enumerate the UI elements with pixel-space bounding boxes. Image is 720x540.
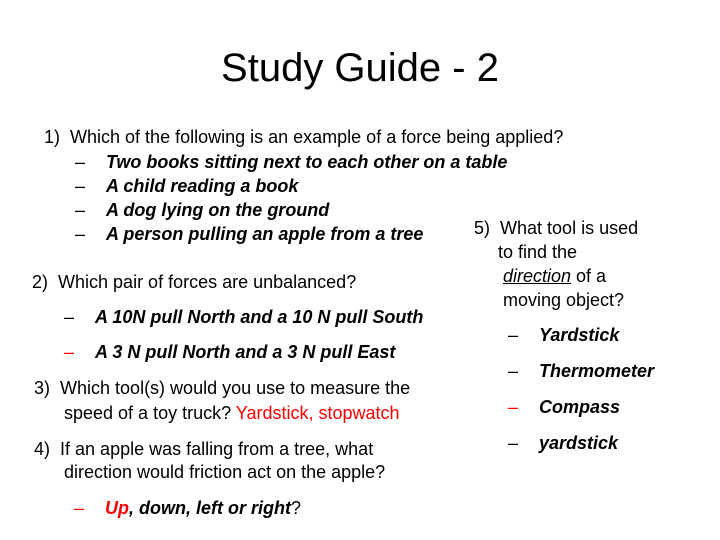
question-text: What tool is used xyxy=(500,218,639,238)
q5-direction-word: direction xyxy=(503,266,572,286)
question-4 xyxy=(34,437,373,461)
question-3 xyxy=(34,376,410,400)
question-5-line-3: direction of a xyxy=(503,266,607,286)
q1-option-2: – A child reading a book xyxy=(75,176,299,196)
q5-option-2: – Thermometer xyxy=(508,361,655,381)
question-5-line-4: moving object? xyxy=(503,290,625,310)
q1-option-3: – A dog lying on the ground xyxy=(75,200,330,220)
question-2 xyxy=(32,270,356,294)
q1-option-4: – A person pulling an apple from a tree xyxy=(75,224,424,244)
question-number: 1) xyxy=(44,127,61,147)
q4-answer: – Up, down, left or right? xyxy=(74,498,301,518)
page-title: Study Guide - 2 xyxy=(221,46,499,90)
question-1 xyxy=(44,125,563,149)
question-5-line-2: to find the xyxy=(498,242,578,262)
question-4-line-2: direction would friction act on the apple? xyxy=(64,462,386,482)
q3-answer: Yardstick, stopwatch xyxy=(235,403,400,423)
q2-option-1: – A 10N pull North and a 10 N pull South xyxy=(64,307,424,327)
q2-option-2: – A 3 N pull North and a 3 N pull East xyxy=(64,342,396,362)
question-5 xyxy=(474,216,638,240)
question-number: 4) xyxy=(34,439,51,459)
question-text: Which tool(s) would you use to measure the xyxy=(60,378,411,398)
q5-option-3: – Compass xyxy=(508,397,621,417)
q4-answer-up: Up xyxy=(105,498,129,518)
q1-option-1: – Two books sitting next to each other on a table xyxy=(75,152,508,172)
question-text: If an apple was falling from a tree, what xyxy=(60,439,374,459)
question-3-line-2: speed of a toy truck? Yardstick, stopwatch xyxy=(64,403,400,423)
question-number: 2) xyxy=(32,272,49,292)
question-text: Which of the following is an example of a force being applied? xyxy=(70,127,564,147)
question-number: 3) xyxy=(34,378,51,398)
question-number: 5) xyxy=(474,218,491,238)
question-text: Which pair of forces are unbalanced? xyxy=(58,272,357,292)
q5-option-1: – Yardstick xyxy=(508,325,620,345)
q5-option-4: – yardstick xyxy=(508,433,619,453)
